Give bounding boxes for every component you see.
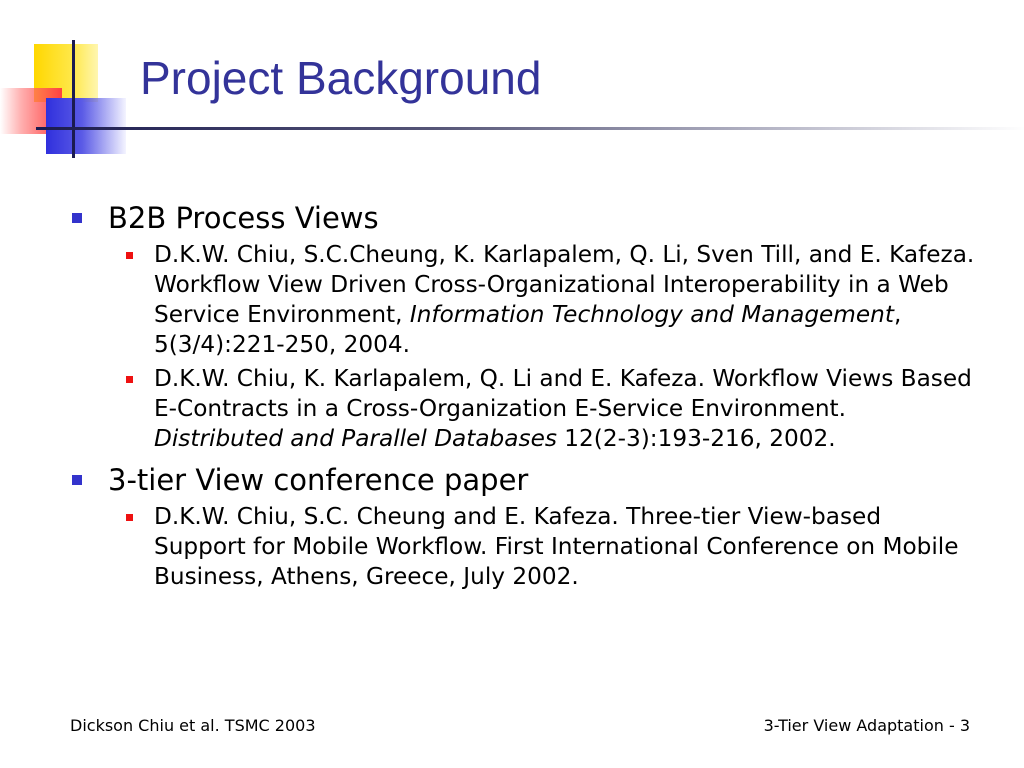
- square-bullet-icon: [126, 376, 133, 383]
- citation-text: D.K.W. Chiu, K. Karlapalem, Q. Li and E. Kafeza. Workflow Views Based E-Contracts in a Cross-Organization E-Service Environment.: [154, 365, 972, 422]
- decorative-vertical-line: [72, 40, 75, 158]
- sub-bullet-list: [124, 240, 980, 454]
- journal-title: Information Technology and Management: [409, 301, 894, 328]
- sub-bullet-list: [124, 502, 980, 592]
- slide-title: Project Background: [140, 52, 542, 104]
- square-bullet-icon: [72, 213, 82, 223]
- square-bullet-icon: [72, 475, 82, 485]
- square-bullet-icon: [126, 252, 133, 259]
- bullet-list: [70, 192, 980, 592]
- bullet-heading: B2B Process Views: [108, 201, 379, 235]
- citation-details: , 5(3/4):221-250, 2004.: [154, 301, 902, 358]
- square-bullet-icon: [126, 514, 133, 521]
- sub-bullet-item: [124, 364, 980, 454]
- citation-text: D.K.W. Chiu, S.C.Cheung, K. Karlapalem, Q. Li, Sven Till, and E. Kafeza. Workflow View Driven Cross-Organizational Interoperability in a Web Service Environment,: [154, 241, 975, 328]
- decorative-blue-block: [46, 98, 126, 154]
- footer-page-number: 3-Tier View Adaptation - 3: [763, 716, 970, 735]
- journal-title: Distributed and Parallel Databases: [154, 425, 557, 452]
- sub-bullet-item: [124, 240, 980, 360]
- bullet-item: [70, 200, 980, 236]
- bullet-item: [70, 462, 980, 498]
- bullet-heading: 3-tier View conference paper: [108, 463, 529, 497]
- title-underline: [36, 127, 1024, 130]
- sub-bullet-item: [124, 502, 980, 592]
- citation-text: D.K.W. Chiu, S.C. Cheung and E. Kafeza. Three-tier View-based Support for Mobile Workflow. First International Conference on Mobile Business, Athens, Greece, July 2002.: [154, 503, 959, 590]
- footer-left: Dickson Chiu et al. TSMC 2003: [70, 716, 316, 735]
- citation-details: 12(2-3):193-216, 2002.: [556, 425, 836, 452]
